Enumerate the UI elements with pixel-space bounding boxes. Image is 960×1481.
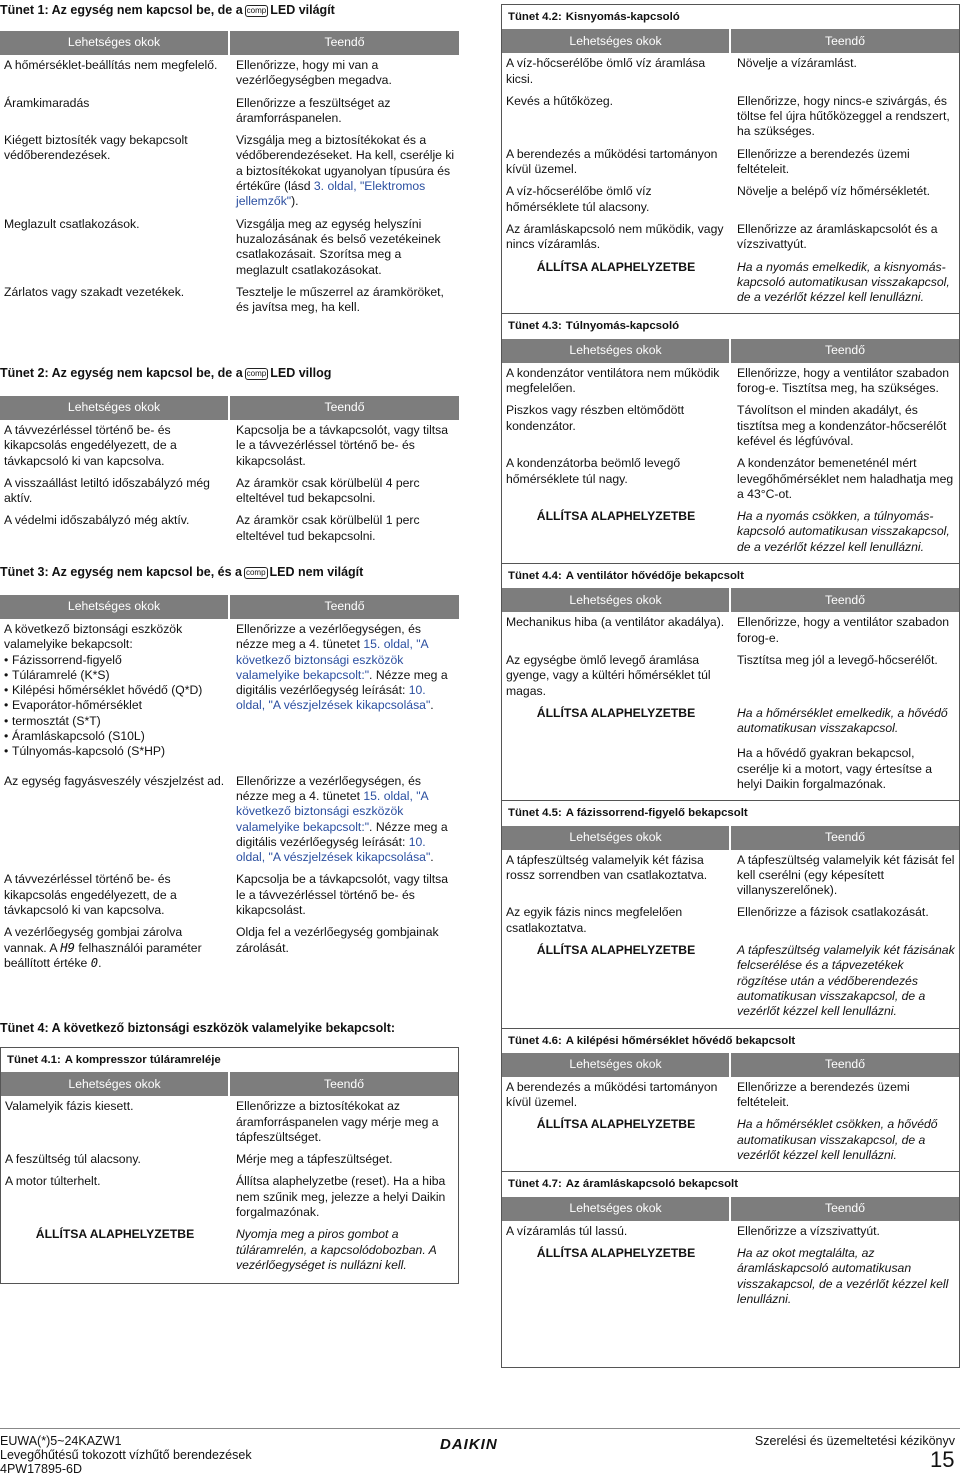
list-item: • Kilépési hőmérséklet hővédő (Q*D) [4, 683, 225, 698]
symptom-1-table-wrap [0, 31, 459, 319]
table-row: Meglazult csatlakozások. Vizsgálja meg az egység helyszíni huzalozásának és belső vezetékeinek csatlakozásait. Szorítsa meg a meglazult csatlakozásokat. [4, 216, 441, 277]
table-row: Az egységbe ömlő levegő áramlása gyenge, vagy a kültéri hőmérséklet túl magas. Tisztítsa meg jól a levegő-hőcserélőt. [506, 652, 938, 698]
table-row: ÁLLÍTSA ALAPHELYZETBE Ha a nyomás csökken, a túlnyomás-kapcsoló automatikusan visszakapcsol, de a vezérlőt kézzel kell lenullázni. [502, 506, 959, 559]
table-row: Kevés a hűtőközeg. Ellenőrizze, hogy nincs-e szivárgás, és töltse fel újra hűtőközeggel a rendszert, ha szükséges. [506, 93, 950, 139]
table-row: A vezérlőegység gombjai zárolva vannak. A H9 felhasználói paraméter beállított értéke 0. Oldja fel a vezérlőegység gombjainak zárolását. [4, 925, 439, 970]
comp-led-icon: comp [246, 6, 267, 15]
col-action: Teendő [229, 396, 459, 420]
symptom-4-title: Tünet 4: A következő biztonsági eszközök valamelyike bekapcsolt: [0, 1021, 396, 1035]
symptom-3-title: Tünet 3: Az egység nem kapcsol be, és a comp LED nem világít [0, 565, 364, 579]
col-causes: Lehetséges okok [0, 595, 229, 619]
sub-title: Tünet 4.4: A ventilátor hővédője bekapcsolt [502, 563, 959, 588]
symptom-1-title: Tünet 1: Az egység nem kapcsol be, de a comp LED világít [0, 3, 335, 17]
table-row: Az egyik fázis nincs megfelelően csatlakoztatva. Ellenőrizze a fázisok csatlakozását. [506, 905, 929, 935]
list-item: • Áramláskapcsoló (S10L) [4, 729, 225, 744]
table-row: ÁLLÍTSA ALAPHELYZETBE Ha a hőmérséklet emelkedik, a hővédő automatikusan visszakapcsol. [502, 703, 959, 741]
symptom-4-6-table: Lehetséges okok Teendő A berendezés a működési tartományon kívül üzemel. Ellenőrizze a berendezés üzemi feltételeit. ÁLLÍTSA ALAPHELYZETBE Ha a hőmérséklet csökken, a hővédő automatikusan visszakapcsol, de a vezérlőt kézzel kell lenullázni. [502, 1053, 959, 1167]
page-number: 15 [930, 1447, 955, 1472]
table-row: A vízáramlás túl lassú. Ellenőrizze a vízszivattyút. [506, 1223, 880, 1238]
page-link[interactable]: 10. oldal, "A vészjelzések kikapcsolása" [236, 683, 431, 713]
table-row: A víz-hőcserélőbe ömlő víz hőmérséklete túl alacsony. Növelje a belépő víz hőmérsékletét. [506, 184, 931, 214]
table-row: A berendezés a működési tartományon kívül üzemel. Ellenőrizze a berendezés üzemi feltételeit. [506, 1079, 910, 1110]
table-row: ÁLLÍTSA ALAPHELYZETBE Ha az okot megtalálta, az áramláskapcsoló automatikusan visszakapcsol, de a vezérlőt kézzel kell lenullázni. [502, 1243, 959, 1311]
symptom-1-table [0, 31, 459, 319]
sub-title: Tünet 4.2: Kisnyomás-kapcsoló [508, 11, 680, 23]
symptom-3-table [0, 595, 459, 975]
table-row: Az áramláskapcsoló nem működik, vagy nincs vízáramlás. Ellenőrizze az áramláskapcsolót és a vízszivattyút. [506, 221, 938, 252]
daikin-logo: DAIKIN [440, 1436, 498, 1453]
sub-title: Tünet 4.7: Az áramláskapcsoló bekapcsolt [502, 1171, 959, 1196]
col-action: Teendő [229, 595, 459, 619]
list-item: • Fázissorrend-figyelő [4, 653, 225, 668]
list-item: • termosztát (S*T) [4, 714, 225, 729]
table-row: Valamelyik fázis kiesett. Ellenőrizze a biztosítékokat az áramforráspanelen vagy mérje meg a tápfeszültséget. [5, 1099, 439, 1144]
reset-label: ÁLLÍTSA ALAPHELYZETBE [536, 259, 696, 274]
table-row: A következő biztonsági eszközök valamelyike bekapcsolt: • Fázissorrend-figyelő • Túláramrelé (K*S) • Kilépési hőmérséklet hővédő (Q*D) • Evaporátor-hőmérséklet • termosztát (S*T) • Áramláskapcsoló (S10L) • Túlnyomás-kapcsoló (S*HP) Ellenőrizze a vezérlőegységen, és nézze meg a 4. tünetet 15. oldal, "A következő biztonsági eszközök valamelyike bekapcsolt:". Nézze meg a digitális vezérlőegység leírását: 10. oldal, "A vészjelzések kikapcsolása". [0, 619, 459, 764]
table-row: Ha a hővédő gyakran bekapcsol, cserélje ki a motort, vagy értesítse a helyi Daikin forgalmazónak. [737, 746, 933, 791]
table-row: A víz-hőcserélőbe ömlő víz áramlása kicsi. Növelje a vízáramlást. [506, 56, 857, 86]
list-item: • Túlnyomás-kapcsoló (S*HP) [4, 744, 225, 759]
safety-device-list [4, 653, 225, 760]
table-row: Áramkimaradás Ellenőrizze a feszültséget az áramforráspanelen. [4, 95, 391, 125]
sub-title: Tünet 4.3: Túlnyomás-kapcsoló [502, 313, 959, 338]
document-code: 4PW17895-6D [0, 1462, 82, 1476]
page-link[interactable]: 10. oldal, "A vészjelzések kikapcsolása" [236, 834, 431, 865]
reset-label: ÁLLÍTSA ALAPHELYZETBE [536, 1117, 696, 1132]
sub-title: Tünet 4.6: A kilépési hőmérséklet hővédő bekapcsolt [502, 1028, 959, 1053]
table-row: A visszaállást letiltó időszabályzó még aktív. Az áramkör csak körülbelül 4 perc elteltével tud bekapcsolni. [4, 475, 420, 506]
table-row: A berendezés a működési tartományon kívül üzemel. Ellenőrizze a berendezés üzemi feltételeit. [506, 146, 910, 177]
reset-label: ÁLLÍTSA ALAPHELYZETBE [536, 705, 696, 720]
symptom-4-1-table: Lehetséges okok Teendő Valamelyik fázis kiesett. Ellenőrizze a biztosítékokat az áramforráspanelen vagy mérje meg a tápfeszültséget. A feszültség túl alacsony. Mérje meg a tápfeszültséget. A motor túlterhelt. Állítsa alaphelyzetbe (reset). Ha a hiba nem szűnik meg, jelezze a helyi Daikin forgalmazónak. ÁLLÍTSA ALAPHELYZETBE Nyomja meg a piros gombot a túláramrelén, a kapcsolódobozban. A vezérlőegységet is nullázni kell. [1, 1072, 458, 1277]
symptom-3-table-wrap [0, 595, 459, 975]
product-description: Levegőhűtésű tokozott vízhűtő berendezések [0, 1448, 252, 1462]
symptom-4-3-table: Lehetséges okok Teendő A kondenzátor ventilátora nem működik megfelelően. Ellenőrizze, hogy a ventilátor szabadon forog-e. Tisztítsa meg, ha szükséges. Piszkos vagy részben eltömődött kondenzátor. Távolítson el minden akadályt, és tisztítsa meg a kondenzátor-hőcserélőt kefével és légfúvóval. A kondenzátorba beömlő levegő hőmérséklete túl nagy. A kondenzátor bemeneténél mért levegőhőmérséklet nem haladhatja meg a 43°C-ot. ÁLLÍTSA ALAPHELYZETBE Ha a nyomás csökken, a túlnyomás-kapcsoló automatikusan visszakapcsol, de a vezérlőt kézzel kell lenullázni. [502, 339, 959, 559]
reset-label: ÁLLÍTSA ALAPHELYZETBE [536, 509, 696, 524]
table-row: ÁLLÍTSA ALAPHELYZETBE A tápfeszültség valamelyik két fázisának felcserélése és a tápvezetékek rögzítése után a védőberendezés automatikusan visszakapcsol, de a vezérlőt kézzel kell lenullázni. [502, 940, 959, 1023]
list-item: • Túláramrelé (K*S) [4, 668, 225, 683]
table-row: A hőmérséklet-beállítás nem megfelelő. Ellenőrizze, hogy mi van a vezérlőegységben megadva. [4, 58, 392, 88]
sub-title: Tünet 4.1: A kompresszor túláramreléje [7, 1054, 221, 1066]
table-row: Zárlatos vagy szakadt vezetékek. Tesztelje le műszerrel az áramköröket, és javítsa meg, ha kell. [4, 284, 444, 315]
manual-title: Szerelési és üzemeltetési kézikönyv [754, 1434, 955, 1448]
reset-label: ÁLLÍTSA ALAPHELYZETBE [35, 1227, 195, 1242]
symptom-4-2-table: Lehetséges okok Teendő A víz-hőcserélőbe ömlő víz áramlása kicsi. Növelje a vízáramlást. Kevés a hűtőközeg. Ellenőrizze, hogy nincs-e szivárgás, és töltse fel újra hűtőközeggel a rendszert, ha szükséges. A berendezés a működési tartományon kívül üzemel. Ellenőrizze a berendezés üzemi feltételeit. A víz-hőcserélőbe ömlő víz hőmérséklete túl alacsony. Növelje a belépő víz hőmérsékletét. Az áramláskapcsoló nem működik, vagy nincs vízáramlás. Ellenőrizze az áramláskapcsolót és a vízszivattyút. ÁLLÍTSA ALAPHELYZETBE Ha a nyomás emelkedik, a kisnyomás-kapcsoló automatikusan visszakapcsol, de a vezérlőt kézzel kell lenullázni. [502, 29, 959, 309]
table-row: ÁLLÍTSA ALAPHELYZETBE Nyomja meg a piros gombot a túláramrelén, a kapcsolódobozban. A vezérlőegységet is nullázni kell. [1, 1224, 458, 1277]
table-row: ÁLLÍTSA ALAPHELYZETBE Ha a nyomás emelkedik, a kisnyomás-kapcsoló automatikusan visszakapcsol, de a vezérlőt kézzel kell lenullázni. [502, 257, 959, 310]
symptom-2-table [0, 396, 459, 548]
reset-label: ÁLLÍTSA ALAPHELYZETBE [536, 1245, 696, 1260]
table-row: A kondenzátor ventilátora nem működik megfelelően. Ellenőrizze, hogy a ventilátor szabadon forog-e. Tisztítsa meg, ha szükséges. [506, 365, 950, 396]
col-causes: Lehetséges okok [0, 396, 229, 420]
col-action: Teendő [229, 31, 459, 55]
model-number: EUWA(*)5~24KAZW1 [0, 1434, 122, 1448]
sub-title: Tünet 4.5: A fázissorrend-figyelő bekapcsolt [502, 800, 959, 825]
table-row: A védelmi időszabályzó még aktív. Az áramkör csak körülbelül 1 perc elteltével tud bekapcsolni. [4, 513, 420, 543]
page-link[interactable]: 15. oldal, "A következő biztonsági eszközök valamelyike bekapcsolt:" [236, 788, 429, 834]
page-link[interactable]: 3. oldal, "Elektromos jellemzők" [236, 179, 426, 209]
symptom-4-4-table: Lehetséges okok Teendő Mechanikus hiba (a ventilátor akadálya). Ellenőrizze, hogy a ventilátor szabadon forog-e. Az egységbe ömlő levegő áramlása gyenge, vagy a kültéri hőmérséklet túl magas. Tisztítsa meg jól a levegő-hőcserélőt. ÁLLÍTSA ALAPHELYZETBE Ha a hőmérséklet emelkedik, a hővédő automatikusan visszakapcsol. Ha a hővédő gyakran bekapcsol, cserélje ki a motort, vagy értesítse a helyi Daikin forgalmazónak. [502, 588, 959, 796]
table-row: A tápfeszültség valamelyik két fázisa rossz sorrendben van csatlakoztatva. A tápfeszültség valamelyik két fázisát fel kell cserélni (egy képesített villanyszerelőnek). [506, 852, 955, 898]
symptom-4-1-box [0, 1047, 459, 1284]
table-row: Mechanikus hiba (a ventilátor akadálya). Ellenőrizze, hogy a ventilátor szabadon forog-e. [506, 615, 950, 645]
table-row: A távvezérléssel történő be- és kikapcsolás engedélyezett, de a távkapcsoló ki van kapcsolva. Kapcsolja be a távkapcsolót, vagy tiltsa le a távvezérléssel történő be- és kikapcsolást. [4, 423, 449, 468]
table-row: A feszültség túl alacsony. Mérje meg a tápfeszültséget. [5, 1152, 393, 1167]
footer-divider [0, 1428, 960, 1429]
reset-label: ÁLLÍTSA ALAPHELYZETBE [536, 943, 696, 958]
table-row: A távvezérléssel történő be- és kikapcsolás engedélyezett, de a távkapcsoló ki van kapcsolva. Kapcsolja be a távkapcsolót, vagy tiltsa le a távvezérléssel történő be- és kikapcsolást. [4, 872, 449, 918]
col-causes: Lehetséges okok [0, 31, 229, 55]
param-code: H9 [60, 940, 75, 955]
symptom-2-title: Tünet 2: Az egység nem kapcsol be, de a comp LED villog [0, 366, 332, 380]
comp-led-icon: comp [245, 568, 266, 577]
param-value: 0 [90, 955, 99, 970]
page-link[interactable]: 15. oldal, "A következő biztonsági eszközök valamelyike bekapcsolt:" [236, 637, 429, 682]
symptom-2-table-wrap [0, 396, 459, 548]
table-row: ÁLLÍTSA ALAPHELYZETBE Ha a hőmérséklet csökken, a hővédő automatikusan visszakapcsol, de a vezérlőt kézzel kell lenullázni. [502, 1114, 959, 1167]
table-row: Kiégett biztosíték vagy bekapcsolt védőberendezések. Vizsgálja meg a biztosítékokat és a védőberendezéseket. Ha kell, cserélje ki a biztosítékokat ugyanolyan típusúra és értékűre (lásd 3. oldal, "Elektromos jellemzők"). [4, 133, 455, 209]
table-row: A motor túlterhelt. Állítsa alaphelyzetbe (reset). Ha a hiba nem szűnik meg, jelezze a helyi Daikin forgalmazónak. [5, 1174, 446, 1220]
symptom-4-5-table: Lehetséges okok Teendő A tápfeszültség valamelyik két fázisa rossz sorrendben van csatlakoztatva. A tápfeszültség valamelyik két fázisát fel kell cserélni (egy képesített villanyszerelőnek). Az egyik fázis nincs megfelelően csatlakoztatva. Ellenőrizze a fázisok csatlakozását. ÁLLÍTSA ALAPHELYZETBE A tápfeszültség valamelyik két fázisának felcserélése és a tápvezetékek rögzítése után a védőberendezés automatikusan visszakapcsol, de a vezérlőt kézzel kell lenullázni. [502, 826, 959, 1024]
symptom-4-7-table: Lehetséges okok Teendő A vízáramlás túl lassú. Ellenőrizze a vízszivattyút. ÁLLÍTSA ALAPHELYZETBE Ha az okot megtalálta, az áramláskapcsoló automatikusan visszakapcsol, de a vezérlőt kézzel kell lenullázni. [502, 1197, 959, 1311]
table-row: Az egység fagyásveszély vészjelzést ad. Ellenőrizze a vezérlőegységen, és nézze meg a 4. tünetet 15. oldal, "A következő biztonsági eszközök valamelyike bekapcsolt:". Nézze meg a digitális vezérlőegység leírását: 10. oldal, "A vészjelzések kikapcsolása". [4, 773, 448, 865]
table-row: Piszkos vagy részben eltömődött kondenzátor. Távolítson el minden akadályt, és tisztítsa meg a kondenzátor-hőcserélőt kefével és légfúvóval. [506, 403, 947, 448]
right-column-box [501, 4, 960, 1368]
list-item: • Evaporátor-hőmérséklet [4, 698, 225, 713]
table-row: A kondenzátorba beömlő levegő hőmérséklete túl nagy. A kondenzátor bemeneténél mért levegőhőmérséklet nem haladhatja meg a 43°C-ot. [506, 456, 954, 501]
footer-left [0, 1434, 252, 1476]
comp-led-icon: comp [246, 369, 267, 378]
